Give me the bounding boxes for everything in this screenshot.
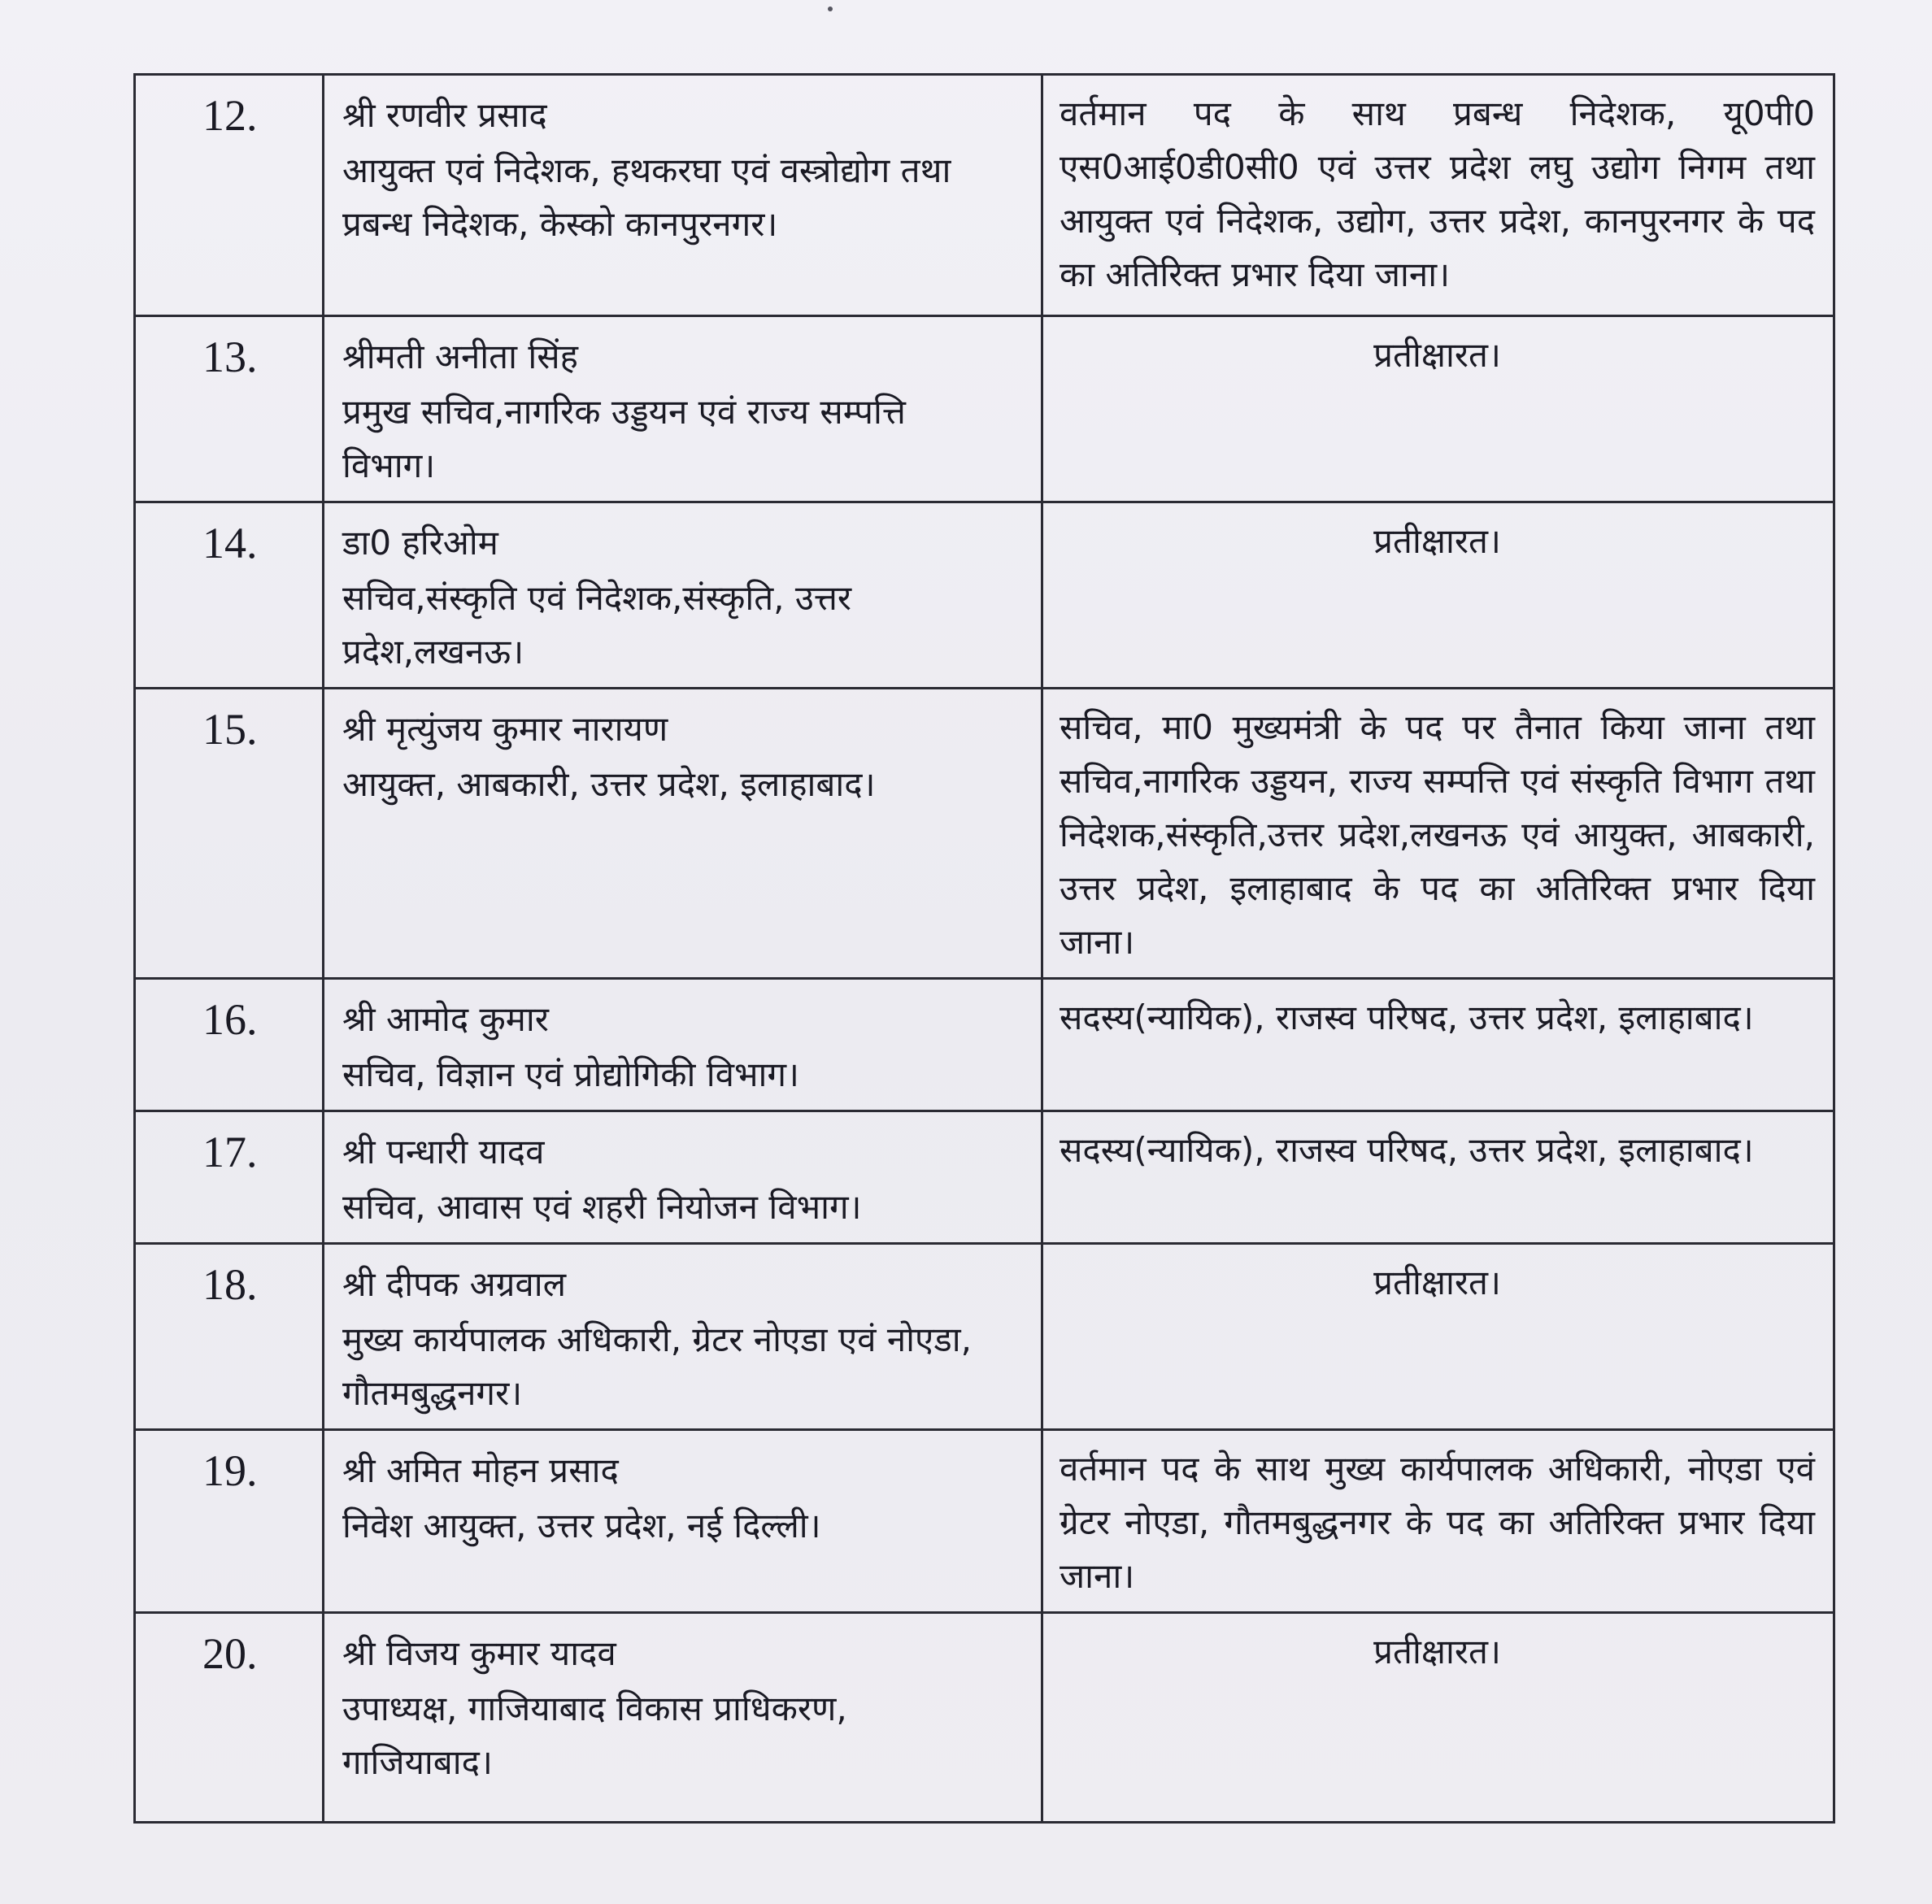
- table-row: [135, 979, 1834, 1111]
- serial-number: 15.: [135, 689, 324, 979]
- officer-cell: [324, 75, 1042, 316]
- officer-cell: [324, 1111, 1042, 1244]
- officer-name: डा0 हरिओम: [342, 523, 498, 563]
- serial-number: 20.: [135, 1613, 324, 1823]
- table-row: [135, 1613, 1834, 1823]
- order-text: सदस्य(न्यायिक), राजस्व परिषद, उत्तर प्रदेश, इलाहाबाद।: [1042, 1111, 1834, 1244]
- officer-designation: उपाध्यक्ष, गाजियाबाद विकास प्राधिकरण, गाजियाबाद।: [342, 1689, 847, 1782]
- officer-designation: सचिव, विज्ञान एवं प्रोद्योगिकी विभाग।: [342, 1054, 799, 1094]
- serial-number: 18.: [135, 1244, 324, 1430]
- order-text: सदस्य(न्यायिक), राजस्व परिषद, उत्तर प्रदेश, इलाहाबाद।: [1042, 979, 1834, 1111]
- officer-cell: [324, 1430, 1042, 1613]
- table-row: [135, 1430, 1834, 1613]
- officer-cell: [324, 689, 1042, 979]
- officer-cell: [324, 1613, 1042, 1823]
- table-row: [135, 1111, 1834, 1244]
- table-row: [135, 1244, 1834, 1430]
- order-text: प्रतीक्षारत।: [1042, 1613, 1834, 1823]
- order-text: सचिव, मा0 मुख्यमंत्री के पद पर तैनात किया जाना तथा सचिव,नागरिक उड्डयन, राज्य सम्पत्ति एवं संस्कृति विभाग तथा निदेशक,संस्कृति,उत्तर प्रदेश,लखनऊ एवं आयुक्त, आबकारी, उत्तर प्रदेश, इलाहाबाद के पद का अतिरिक्त प्रभार दिया जाना।: [1042, 689, 1834, 979]
- officer-cell: [324, 502, 1042, 689]
- officer-designation: प्रमुख सचिव,नागरिक उड्डयन एवं राज्य सम्पत्ति विभाग।: [342, 392, 906, 485]
- table-row: [135, 689, 1834, 979]
- serial-number: 12.: [135, 75, 324, 316]
- officer-designation: आयुक्त एवं निदेशक, हथकरघा एवं वस्त्रोद्योग तथा प्रबन्ध निदेशक, केस्को कानपुरनगर।: [342, 150, 951, 244]
- officer-name: श्रीमती अनीता सिंह: [342, 337, 578, 376]
- officer-cell: [324, 1244, 1042, 1430]
- officer-name: श्री मृत्युंजय कुमार नारायण: [342, 709, 668, 749]
- officer-name: श्री पन्धारी यादव: [342, 1132, 545, 1172]
- officer-designation: मुख्य कार्यपालक अधिकारी, ग्रेटर नोएडा एवं नोएडा, गौतमबुद्धनगर।: [342, 1319, 972, 1413]
- serial-number: 19.: [135, 1430, 324, 1613]
- officer-designation: सचिव, आवास एवं शहरी नियोजन विभाग।: [342, 1187, 862, 1227]
- order-text: प्रतीक्षारत।: [1042, 316, 1834, 502]
- officer-designation: सचिव,संस्कृति एवं निदेशक,संस्कृति, उत्तर प्रदेश,लखनऊ।: [342, 578, 852, 672]
- transfer-table: [133, 73, 1835, 1824]
- officer-cell: [324, 979, 1042, 1111]
- officer-name: श्री दीपक अग्रवाल: [342, 1264, 567, 1304]
- table-row: [135, 316, 1834, 502]
- officer-name: श्री रणवीर प्रसाद: [342, 95, 547, 135]
- table-row: [135, 75, 1834, 316]
- table-row: [135, 502, 1834, 689]
- officer-designation: आयुक्त, आबकारी, उत्तर प्रदेश, इलाहाबाद।: [342, 764, 876, 804]
- order-text: वर्तमान पद के साथ प्रबन्ध निदेशक, यू0पी0 एस0आई0डी0सी0 एवं उत्तर प्रदेश लघु उद्योग निगम तथा आयुक्त एवं निदेशक, उद्योग, उत्तर प्रदेश, कानपुरनगर के पद का अतिरिक्त प्रभार दिया जाना।: [1042, 75, 1834, 316]
- order-text: प्रतीक्षारत।: [1042, 502, 1834, 689]
- officer-designation: निवेश आयुक्त, उत्तर प्रदेश, नई दिल्ली।: [342, 1506, 821, 1545]
- serial-number: 13.: [135, 316, 324, 502]
- serial-number: 14.: [135, 502, 324, 689]
- order-text: वर्तमान पद के साथ मुख्य कार्यपालक अधिकारी, नोएडा एवं ग्रेटर नोएडा, गौतमबुद्धनगर के पद का अतिरिक्त प्रभार दिया जाना।: [1042, 1430, 1834, 1613]
- officer-name: श्री आमोद कुमार: [342, 999, 549, 1039]
- officer-cell: [324, 316, 1042, 502]
- order-text: प्रतीक्षारत।: [1042, 1244, 1834, 1430]
- serial-number: 16.: [135, 979, 324, 1111]
- officer-name: श्री विजय कुमार यादव: [342, 1633, 616, 1673]
- officer-name: श्री अमित मोहन प्रसाद: [342, 1450, 619, 1490]
- serial-number: 17.: [135, 1111, 324, 1244]
- ink-dot: [828, 7, 833, 11]
